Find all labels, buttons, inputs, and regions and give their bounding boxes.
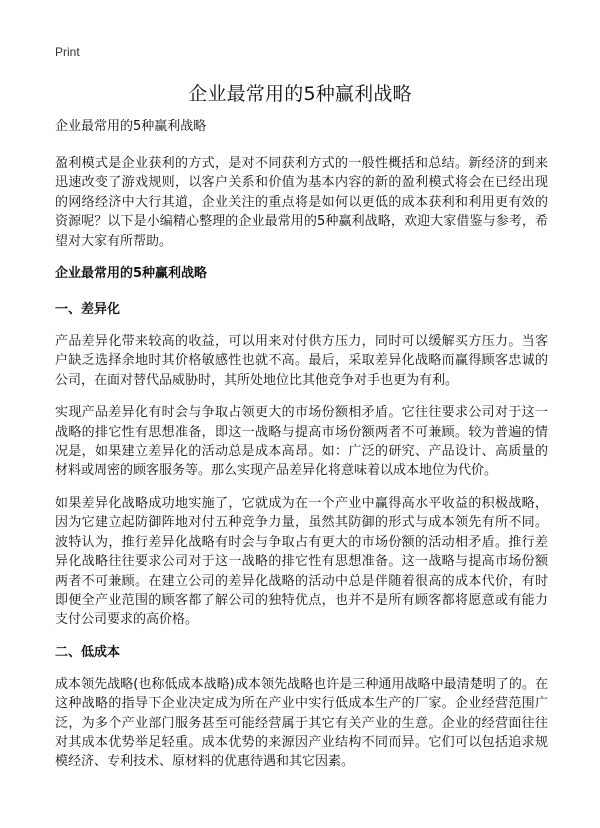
intro-paragraph: 盈利模式是企业获利的方式，是对不同获利方式的一般性概括和总结。新经济的到来迅速改变了游戏规则，以客户关系和价值为基本内容的新的盈利模式将会在已经出现的网络经济中大行其道，企业关注的重点将是如何以更低的成本获利和利用更有效的资源呢？以下是小编精心整理的企业最常用的5种赢利战略，欢迎大家借鉴与参考，希望对大家有所帮助。: [55, 156, 548, 249]
section-paragraph: 如果差异化战略成功地实施了，它就成为在一个产业中赢得高水平收益的积极战略，因为它建立起防御阵地对付五种竞争力量，虽然其防御的形式与成本领先有所不同。波特认为，推行差异化战略有时会与争取占有更大的市场份额的活动相矛盾。推行差异化战略往往要求公司对于这一战略的排它性有思想准备。这一战略与提高市场份额两者不可兼顾。在建立公司的差异化战略的活动中总是伴随着很高的成本代价，有时即便全产业范围的顾客都了解公司的独特优点，也并不是所有顾客都将愿意或有能力支付公司要求的高价格。: [55, 495, 548, 628]
section-heading-low-cost: 二、低成本: [55, 644, 121, 660]
document-subtitle: 企业最常用的5种赢利战略: [55, 119, 207, 134]
section-paragraph: 产品差异化带来较高的收益，可以用来对付供方压力，同时可以缓解买方压力。当客户缺乏选择余地时其价格敏感性也就不高。最后，采取差异化战略而赢得顾客忠诚的公司，在面对替代品威胁时，其所处地位比其他竞争对手也更为有利。: [55, 334, 548, 388]
section-paragraph: 成本领先战略(也称低成本战略)成本领先战略也许是三种通用战略中最清楚明了的。在这种战略的指导下企业决定成为所在产业中实行低成本生产的厂家。企业经营范围广泛，为多个产业部门服务甚至可能经营属于其它有关产业的生意。企业的经营面往往对其成本优势举足轻重。成本优势的来源因产业结构不同而异。它们可以包括追求规模经济、专利技术、原材料的优惠待遇和其它因素。: [55, 676, 548, 770]
document-body: [55, 117, 548, 785]
section-paragraph: 实现产品差异化有时会与争取占领更大的市场份额相矛盾。它往往要求公司对于这一战略的排它性有思想准备，即这一战略与提高市场份额两者不可兼顾。较为普遍的情况是，如果建立差异化的活动总是成本高昂。如：广泛的研究、产品设计、高质量的材料或周密的顾客服务等。那么实现产品差异化将意味着以成本地位为代价。: [55, 405, 548, 479]
page-title: 企业最常用的5种赢利战略: [188, 83, 412, 105]
main-heading: 企业最常用的5种赢利战略: [55, 266, 208, 282]
section-heading-differentiation: 一、差异化: [55, 302, 121, 318]
print-label: Print: [55, 45, 80, 59]
